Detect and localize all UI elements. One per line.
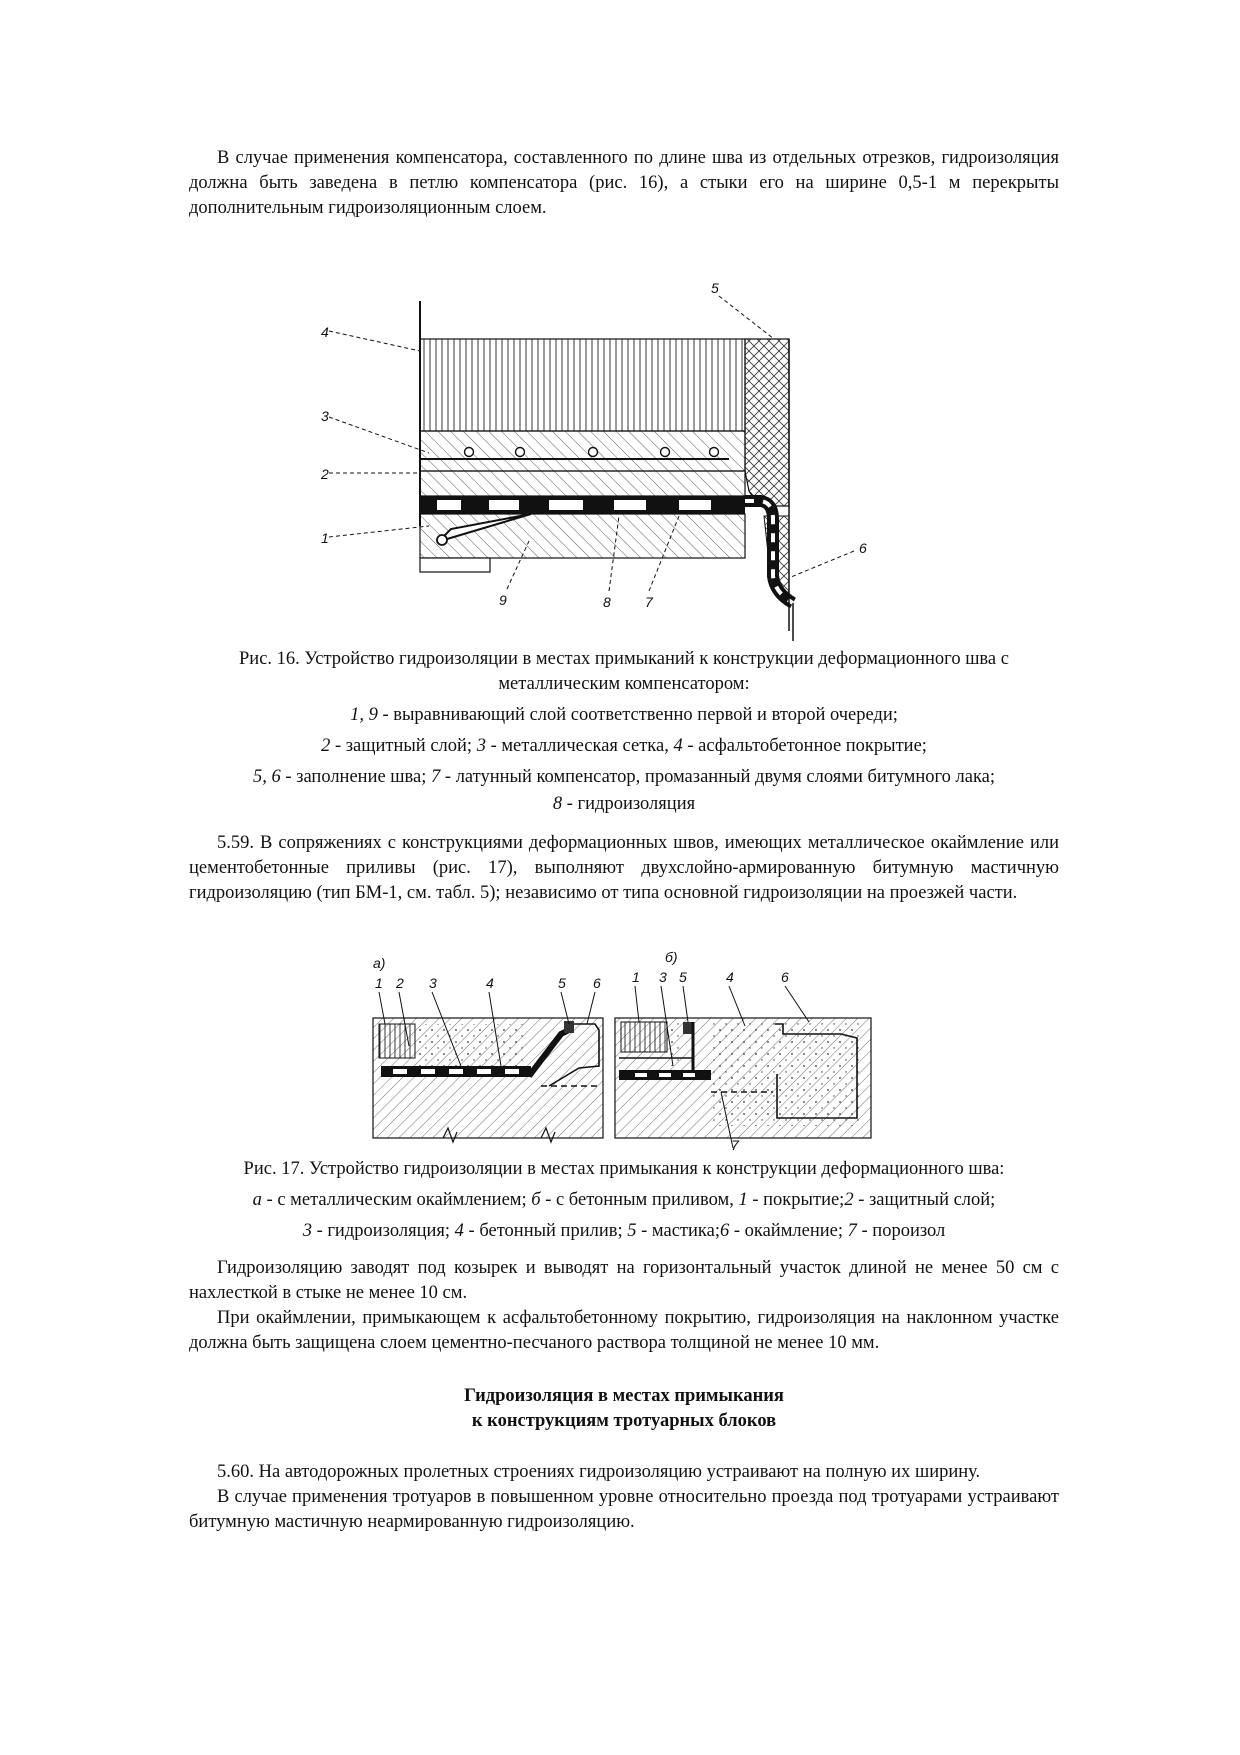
fig17b-label-5: 5 [679,969,687,985]
figure-17-caption [189,1157,1059,1244]
figure-17-drawing [189,906,1059,1151]
fig16-label-8: 8 [603,594,611,610]
heading-line-1: Гидроизоляция в местах примыкания [464,1386,784,1406]
fig17b-label-3: 3 [659,969,667,985]
fig17-sub-b: б) [665,949,678,965]
fig16-legend-line-3: 5, 6 - заполнение шва; 7 - латунный компенсатор, промазанный двумя слоями битумного лака; [252,767,996,787]
fig16-label-1: 1 [321,530,329,546]
fig17a-label-1: 1 [375,975,383,991]
fig17b-label-4: 4 [726,969,734,985]
fig16-legend-line-4: 8 - гидроизоляция [552,794,696,814]
figure-16-drawing [189,221,1059,641]
section-heading [189,1384,1059,1434]
paragraph-edging: При окаймлении, примыкающем к асфальтобетонному покрытию, гидроизоляция на наклонном участке должна быть защищена слоем цементно-песчаного раствора толщиной не менее 10 мм. [189,1308,1059,1353]
heading-line-2: к конструкциям тротуарных блоков [471,1411,777,1431]
fig17a-label-6: 6 [593,975,601,991]
fig17b-label-6: 6 [781,969,789,985]
figure-16 [189,221,1059,641]
fig17b-label-1: 1 [632,969,640,985]
fig17b-label-7: 7 [731,1137,739,1151]
fig16-label-4: 4 [321,324,329,340]
figure-17 [189,906,1059,1151]
paragraph-waterproofing-canopy: Гидроизоляцию заводят под козырек и выводят на горизонтальный участок длиной не менее 50 см с нахлесткой в стыке не менее 10 см. [189,1258,1059,1303]
fig17-legend-line-1: а - с металлическим окаймлением; б - с бетонным приливом, 1 - покрытие;2 - защитный слой; [252,1190,996,1210]
layer-asphalt [420,339,745,431]
document-page [189,146,1059,1535]
fig16-label-2: 2 [321,466,329,482]
fig16-caption-title: Рис. 16. Устройство гидроизоляции в местах примыканий к конструкции деформационного шва с металлическим компенсатором: [239,649,1009,694]
fig16-legend-line-1: 1, 9 - выравнивающий слой соответственно первой и второй очереди; [350,705,898,725]
figure-17a [373,955,603,1142]
paragraph-sidewalks: В случае применения тротуаров в повышенном уровне относительно проезда под тротуарами устраивают битумную мастичную неармированную гидроизоляцию. [189,1487,1059,1532]
fig16-label-7: 7 [645,594,653,610]
fig16-label-5: 5 [711,280,719,296]
fig17-caption-title: Рис. 17. Устройство гидроизоляции в местах примыкания к конструкции деформационного шва: [243,1159,1005,1179]
figure-17b [615,949,871,1151]
paragraph-5-60: 5.60. На автодорожных пролетных строениях гидроизоляцию устраивают на полную их ширину. [217,1462,981,1482]
fig17-sub-a: а) [373,955,386,971]
fig17a-label-4: 4 [486,975,494,991]
fig17a-label-5: 5 [558,975,566,991]
fig16-legend-line-2: 2 - защитный слой; 3 - металлическая сетка, 4 - асфальтобетонное покрытие; [321,736,927,756]
paragraph-5-59: 5.59. В сопряжениях с конструкциями деформационных швов, имеющих металлическое окаймление или цементобетонные приливы (рис. 17), выполняют двухслойно-армированную битумную мастичную гидроизоляцию (тип БМ-1, см. табл. 5); независимо от типа основной гидроизоляции на проезжей части. [189,833,1059,903]
fig17a-label-2: 2 [396,975,404,991]
fig16-label-9: 9 [499,592,507,608]
fig17-legend-line-2: 3 - гидроизоляция; 4 - бетонный прилив; 5 - мастика;6 - окаймление; 7 - пороизол [302,1221,946,1241]
figure-16-caption [189,647,1059,817]
paragraph-compensator: В случае применения компенсатора, составленного по длине шва из отдельных отрезков, гидроизоляция должна быть заведена в петлю компенсатора (рис. 16), а стыки его на ширине 0,5-1 м перекрыты дополнительным гидроизоляционным слоем. [189,148,1059,218]
fig17a-label-3: 3 [429,975,437,991]
fig16-label-6: 6 [859,540,867,556]
fig16-label-3: 3 [321,408,329,424]
